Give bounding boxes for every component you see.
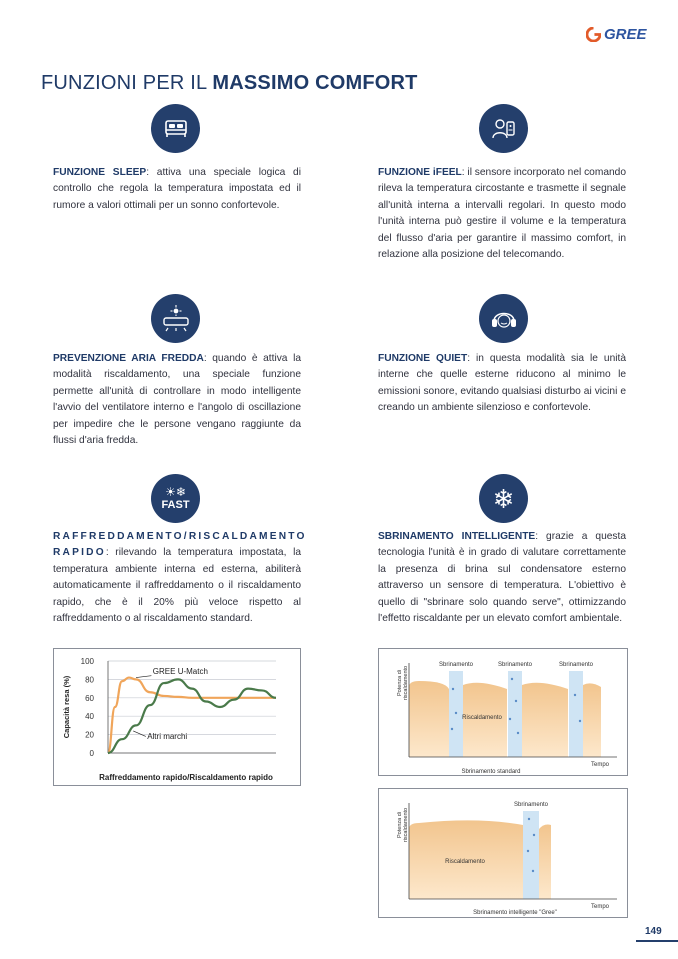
y-tick-label: 60 — [85, 693, 94, 703]
feature-sleep: FUNZIONE SLEEP: attiva una speciale logica di controllo che regola la temperatura impostata ed il rumore a valori ottimali per un sonno confortevole. — [53, 167, 301, 211]
heating-area — [539, 825, 551, 900]
gree-logo — [586, 26, 647, 43]
chart-defrost-standard-svg — [379, 649, 627, 775]
series-label-leader — [133, 731, 146, 737]
defrost-band — [569, 671, 583, 757]
x-axis-label: Tempo — [590, 904, 610, 910]
feature-fast: RAFFREDDAMENTO/RISCALDAMENTO RAPIDO: rilevando la temperatura impostata, la temperatura ambiente interna ed esterna, abiliterà automaticamente il raffreddamento o il riscaldamento rapido, che è il 20% più veloce rispetto al raffreddamento o al riscaldamento standard. — [53, 531, 307, 625]
feature-defrost: SBRINAMENTO INTELLIGENTE: grazie a questa tecnologia l'unità è in grado di valutare correttamente la presenza di brina sul condensatore esterno attraverso un sensore di temperatura. L'obiettivo è quello di "sbrinare solo quando serve", ottimizzando l'effetto riscaldante per un elevato comfort ambientale. — [378, 531, 626, 625]
heating-label: Riscaldamento — [462, 715, 502, 721]
defrost-band — [523, 811, 539, 899]
y-tick-label: 40 — [85, 712, 94, 722]
headphones-face-icon — [479, 294, 528, 343]
y-tick-label: 20 — [85, 730, 94, 740]
page-number-rule — [636, 940, 678, 942]
heating-area — [522, 683, 568, 757]
chart-capacity — [53, 648, 301, 786]
page-number: 149 — [645, 926, 662, 937]
chart-capacity-svg — [54, 649, 300, 785]
x-axis-label: Raffreddamento rapido/Riscaldamento rapido — [99, 773, 273, 782]
fast-sun-snow-icon: ☀❄ FAST — [151, 474, 200, 523]
series-label-leader — [136, 676, 151, 678]
heating-area — [583, 683, 601, 757]
defrost-label: Sbrinamento — [513, 802, 549, 808]
remote-person-icon — [479, 104, 528, 153]
defrost-label: Sbrinamento — [438, 662, 474, 668]
y-axis-label: Capacità resa (%) — [62, 675, 71, 739]
feature-cold-air: PREVENZIONE ARIA FREDDA: quando è attiva la modalità riscaldamento, una speciale funzione permette all'unità di controllare in modo intelligente l'avvio del ventilatore interno e l'angolo di oscillazione per impedire che le persone vengano raggiunte da flussi d'aria fredda. — [53, 353, 302, 447]
page-title: FUNZIONI PER IL MASSIMO COMFORT — [41, 72, 418, 94]
y-axis-label: Potenza diriscaldamento — [397, 807, 409, 843]
bed-icon — [151, 104, 200, 153]
defrost-label: Sbrinamento — [497, 662, 533, 668]
heating-label: Riscaldamento — [445, 859, 485, 865]
snowflake-icon: ❄ — [479, 474, 528, 523]
chart-caption: Sbrinamento standard — [461, 769, 521, 775]
defrost-label: Sbrinamento — [558, 662, 594, 668]
y-tick-label: 0 — [89, 749, 94, 758]
chart-caption: Sbrinamento intelligente "Gree" — [473, 910, 557, 916]
chart-defrost-intelligent — [378, 788, 628, 918]
heating-area — [409, 681, 449, 757]
logo-text: GREE — [604, 26, 647, 43]
feature-quiet: FUNZIONE QUIET: in questa modalità sia le unità interne che quelle esterne riducono al minimo le emissioni sonore, evitando qualsiasi disturbo ai vicini e creando un ambiente silenzioso e confortevole. — [378, 353, 626, 414]
series-label: Altri marchi — [147, 732, 188, 742]
gree-logo-mark-icon — [586, 27, 601, 42]
series-label: GREE U-Match — [152, 666, 208, 676]
defrost-band — [508, 671, 522, 757]
x-axis-label: Tempo — [590, 762, 610, 768]
y-axis-label: Potenza diriscaldamento — [397, 665, 409, 701]
chart-defrost-standard — [378, 648, 628, 776]
chart-defrost-intelligent-svg — [379, 789, 627, 917]
indoor-unit-airflow-icon — [151, 294, 200, 343]
feature-ifeel: FUNZIONE iFEEL: il sensore incorporato nel comando rileva la temperatura circostante e trasmette il segnale all'unità interna a intervalli regolari. In questo modo l'unità interna può gestire il volume e la temperatura del flusso d'aria per garantire il massimo comfort, in relazione alla posizione del telecomando. — [378, 167, 626, 261]
y-tick-label: 80 — [85, 675, 94, 685]
y-tick-label: 100 — [80, 657, 94, 666]
sun-snow-glyph-icon: ☀❄ — [165, 485, 186, 499]
